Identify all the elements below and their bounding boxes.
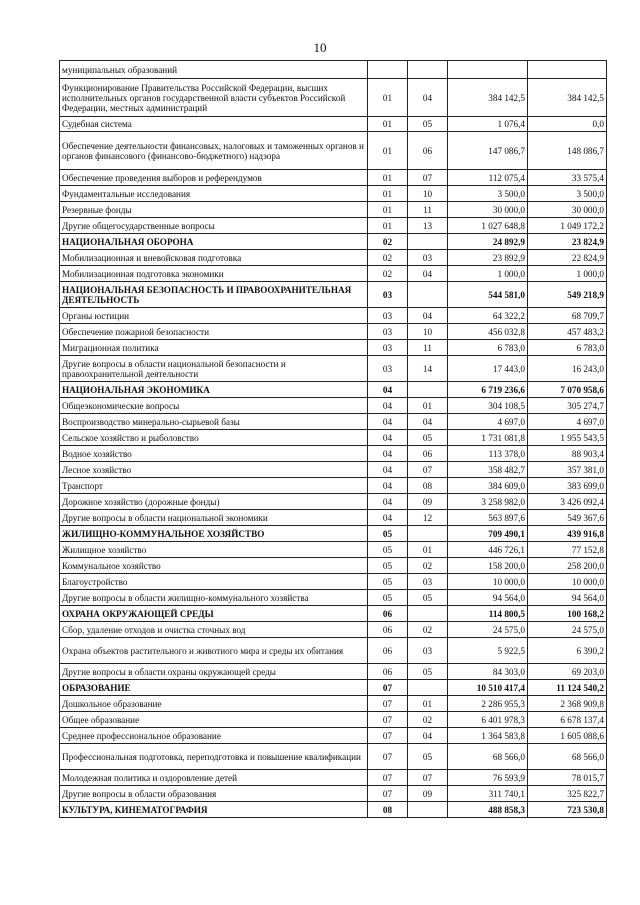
row-amount-2: 10 000,0 <box>528 574 607 590</box>
row-name: Сельское хозяйство и рыболовство <box>60 430 368 446</box>
row-amount-1: 10 510 417,4 <box>448 680 528 696</box>
row-amount-1: 5 922,5 <box>448 638 528 664</box>
row-section-code <box>368 61 408 79</box>
row-subsection-code: 01 <box>408 398 448 414</box>
row-amount-2: 68 709,7 <box>528 308 607 324</box>
table-row <box>60 250 607 266</box>
row-amount-1: 311 740,1 <box>448 786 528 802</box>
row-name: Другие вопросы в области охраны окружающей среды <box>60 664 368 680</box>
row-amount-1: 304 108,5 <box>448 398 528 414</box>
row-name: Мобилизационная подготовка экономики <box>60 266 368 282</box>
row-section-code: 05 <box>368 526 408 542</box>
row-amount-2: 384 142,5 <box>528 79 607 117</box>
row-section-code: 05 <box>368 590 408 606</box>
row-section-code: 01 <box>368 117 408 132</box>
row-subsection-code: 04 <box>408 308 448 324</box>
row-name: Фундаментальные исследования <box>60 186 368 202</box>
row-name: Дошкольное образование <box>60 696 368 712</box>
row-subsection-code: 07 <box>408 462 448 478</box>
row-section-code: 03 <box>368 340 408 356</box>
row-section-code: 04 <box>368 478 408 494</box>
row-name: Другие вопросы в области жилищно-коммунального хозяйства <box>60 590 368 606</box>
row-section-code: 06 <box>368 664 408 680</box>
row-name: Резервные фонды <box>60 202 368 218</box>
row-name: Водное хозяйство <box>60 446 368 462</box>
table-row <box>60 430 607 446</box>
row-section-code: 04 <box>368 510 408 526</box>
row-amount-1: 4 697,0 <box>448 414 528 430</box>
table-row <box>60 170 607 186</box>
row-amount-1: 112 075,4 <box>448 170 528 186</box>
row-name: Дорожное хозяйство (дорожные фонды) <box>60 494 368 510</box>
row-amount-2: 549 218,9 <box>528 282 607 308</box>
row-subsection-code <box>408 680 448 696</box>
row-name: ОБРАЗОВАНИЕ <box>60 680 368 696</box>
row-name: Лесное хозяйство <box>60 462 368 478</box>
row-subsection-code: 01 <box>408 542 448 558</box>
table-row <box>60 494 607 510</box>
table-row <box>60 117 607 132</box>
table-row <box>60 712 607 728</box>
row-name: НАЦИОНАЛЬНАЯ ЭКОНОМИКА <box>60 382 368 398</box>
row-amount-1: 1 000,0 <box>448 266 528 282</box>
table-row <box>60 282 607 308</box>
row-section-code: 07 <box>368 786 408 802</box>
row-amount-2: 258 200,0 <box>528 558 607 574</box>
row-amount-1: 24 575,0 <box>448 622 528 638</box>
row-subsection-code: 04 <box>408 79 448 117</box>
row-name: Обеспечение пожарной безопасности <box>60 324 368 340</box>
table-row <box>60 79 607 117</box>
row-section-code: 04 <box>368 382 408 398</box>
row-name: Другие общегосударственные вопросы <box>60 218 368 234</box>
row-amount-1: 84 303,0 <box>448 664 528 680</box>
row-section-code: 07 <box>368 744 408 770</box>
table-row <box>60 770 607 786</box>
row-section-code: 02 <box>368 250 408 266</box>
row-amount-2: 723 530,8 <box>528 802 607 818</box>
row-amount-2: 325 822,7 <box>528 786 607 802</box>
row-amount-1: 384 609,0 <box>448 478 528 494</box>
row-section-code: 04 <box>368 430 408 446</box>
row-amount-2: 33 575,4 <box>528 170 607 186</box>
row-amount-1: 456 032,8 <box>448 324 528 340</box>
row-name: КУЛЬТУРА, КИНЕМАТОГРАФИЯ <box>60 802 368 818</box>
row-section-code: 07 <box>368 696 408 712</box>
row-name: Другие вопросы в области национальной экономики <box>60 510 368 526</box>
row-subsection-code: 12 <box>408 510 448 526</box>
row-amount-1: 384 142,5 <box>448 79 528 117</box>
table-row <box>60 664 607 680</box>
row-amount-1: 68 566,0 <box>448 744 528 770</box>
row-subsection-code <box>408 606 448 622</box>
row-amount-1: 113 378,0 <box>448 446 528 462</box>
row-amount-1: 2 286 955,3 <box>448 696 528 712</box>
row-section-code: 02 <box>368 266 408 282</box>
row-section-code: 06 <box>368 638 408 664</box>
row-name: Среднее профессиональное образование <box>60 728 368 744</box>
row-amount-1: 64 322,2 <box>448 308 528 324</box>
row-name: НАЦИОНАЛЬНАЯ БЕЗОПАСНОСТЬ И ПРАВООХРАНИТЕЛЬНАЯ ДЕЯТЕЛЬНОСТЬ <box>60 282 368 308</box>
row-name: Обеспечение проведения выборов и референдумов <box>60 170 368 186</box>
row-amount-2: 6 678 137,4 <box>528 712 607 728</box>
row-amount-2: 11 124 540,2 <box>528 680 607 696</box>
row-subsection-code: 04 <box>408 266 448 282</box>
row-subsection-code: 02 <box>408 622 448 638</box>
row-amount-2: 6 390,2 <box>528 638 607 664</box>
table-row <box>60 462 607 478</box>
row-amount-2: 1 605 088,6 <box>528 728 607 744</box>
row-subsection-code: 05 <box>408 430 448 446</box>
row-name: Мобилизационная и вневойсковая подготовка <box>60 250 368 266</box>
table-row <box>60 622 607 638</box>
table-row <box>60 786 607 802</box>
row-amount-1: 30 000,0 <box>448 202 528 218</box>
row-section-code: 01 <box>368 218 408 234</box>
row-amount-2: 1 049 172,2 <box>528 218 607 234</box>
row-section-code: 06 <box>368 606 408 622</box>
row-amount-2: 0,0 <box>528 117 607 132</box>
row-amount-1: 1 076,4 <box>448 117 528 132</box>
row-section-code: 03 <box>368 324 408 340</box>
table-row <box>60 356 607 382</box>
table-row <box>60 696 607 712</box>
row-section-code: 04 <box>368 462 408 478</box>
row-name: Судебная система <box>60 117 368 132</box>
row-amount-2: 3 500,0 <box>528 186 607 202</box>
table-row <box>60 574 607 590</box>
row-amount-2: 68 566,0 <box>528 744 607 770</box>
row-section-code: 04 <box>368 414 408 430</box>
row-subsection-code <box>408 526 448 542</box>
row-section-code: 04 <box>368 398 408 414</box>
table-row <box>60 218 607 234</box>
row-name: Сбор, удаление отходов и очистка сточных вод <box>60 622 368 638</box>
row-amount-1: 563 897,6 <box>448 510 528 526</box>
row-amount-1 <box>448 61 528 79</box>
row-amount-2: 16 243,0 <box>528 356 607 382</box>
row-amount-2: 4 697,0 <box>528 414 607 430</box>
row-amount-2: 1 955 543,5 <box>528 430 607 446</box>
row-amount-2: 457 483,2 <box>528 324 607 340</box>
row-section-code: 07 <box>368 770 408 786</box>
table-row <box>60 340 607 356</box>
row-section-code: 04 <box>368 494 408 510</box>
row-amount-2: 305 274,7 <box>528 398 607 414</box>
row-amount-2: 23 824,9 <box>528 234 607 250</box>
row-amount-2: 2 368 909,8 <box>528 696 607 712</box>
table-row <box>60 590 607 606</box>
row-name: Благоустройство <box>60 574 368 590</box>
row-subsection-code: 10 <box>408 324 448 340</box>
row-amount-1: 114 800,5 <box>448 606 528 622</box>
row-name: Жилищное хозяйство <box>60 542 368 558</box>
row-amount-1: 3 258 982,0 <box>448 494 528 510</box>
table-row <box>60 414 607 430</box>
row-amount-2: 78 015,7 <box>528 770 607 786</box>
row-subsection-code: 13 <box>408 218 448 234</box>
row-name: Коммунальное хозяйство <box>60 558 368 574</box>
row-amount-1: 488 858,3 <box>448 802 528 818</box>
table-row <box>60 446 607 462</box>
table-row <box>60 638 607 664</box>
row-amount-2: 88 903,4 <box>528 446 607 462</box>
table-row <box>60 398 607 414</box>
row-subsection-code: 05 <box>408 590 448 606</box>
row-amount-1: 6 401 978,3 <box>448 712 528 728</box>
row-subsection-code <box>408 282 448 308</box>
row-amount-1: 709 490,1 <box>448 526 528 542</box>
row-section-code: 05 <box>368 542 408 558</box>
row-name: НАЦИОНАЛЬНАЯ ОБОРОНА <box>60 234 368 250</box>
row-amount-1: 1 731 081,8 <box>448 430 528 446</box>
row-section-code: 03 <box>368 308 408 324</box>
row-section-code: 07 <box>368 712 408 728</box>
row-section-code: 01 <box>368 186 408 202</box>
row-amount-1: 358 482,7 <box>448 462 528 478</box>
table-row <box>60 802 607 818</box>
row-subsection-code: 04 <box>408 414 448 430</box>
table-row <box>60 382 607 398</box>
row-subsection-code: 09 <box>408 494 448 510</box>
row-section-code: 02 <box>368 234 408 250</box>
row-name: Другие вопросы в области образования <box>60 786 368 802</box>
row-amount-1: 3 500,0 <box>448 186 528 202</box>
row-name: Охрана объектов растительного и животного мира и среды их обитания <box>60 638 368 664</box>
row-subsection-code: 03 <box>408 574 448 590</box>
table-row <box>60 744 607 770</box>
row-subsection-code <box>408 802 448 818</box>
row-amount-2: 30 000,0 <box>528 202 607 218</box>
row-amount-1: 10 000,0 <box>448 574 528 590</box>
row-section-code: 08 <box>368 802 408 818</box>
row-name: ОХРАНА ОКРУЖАЮЩЕЙ СРЕДЫ <box>60 606 368 622</box>
table-row <box>60 186 607 202</box>
row-section-code: 07 <box>368 680 408 696</box>
row-section-code: 04 <box>368 446 408 462</box>
row-amount-1: 6 783,0 <box>448 340 528 356</box>
row-amount-1: 94 564,0 <box>448 590 528 606</box>
table-row <box>60 324 607 340</box>
row-subsection-code: 10 <box>408 186 448 202</box>
row-subsection-code: 09 <box>408 786 448 802</box>
row-subsection-code: 11 <box>408 340 448 356</box>
row-amount-2 <box>528 61 607 79</box>
row-subsection-code: 08 <box>408 478 448 494</box>
budget-table-body <box>60 61 607 818</box>
row-section-code: 01 <box>368 132 408 170</box>
table-row <box>60 308 607 324</box>
row-name: Обеспечение деятельности финансовых, налоговых и таможенных органов и органов финансового (финансово-бюджетного) надзора <box>60 132 368 170</box>
row-section-code: 01 <box>368 170 408 186</box>
row-section-code: 03 <box>368 282 408 308</box>
row-amount-1: 23 892,9 <box>448 250 528 266</box>
row-amount-1: 1 027 648,8 <box>448 218 528 234</box>
row-amount-2: 77 152,8 <box>528 542 607 558</box>
row-amount-2: 1 000,0 <box>528 266 607 282</box>
row-name: Органы юстиции <box>60 308 368 324</box>
table-row <box>60 526 607 542</box>
row-name: Воспроизводство минерально-сырьевой базы <box>60 414 368 430</box>
row-name: Миграционная политика <box>60 340 368 356</box>
row-section-code: 01 <box>368 79 408 117</box>
table-row <box>60 510 607 526</box>
row-amount-2: 549 367,6 <box>528 510 607 526</box>
row-section-code: 01 <box>368 202 408 218</box>
row-section-code: 05 <box>368 558 408 574</box>
row-subsection-code: 06 <box>408 132 448 170</box>
row-subsection-code: 03 <box>408 250 448 266</box>
row-amount-2: 69 203,0 <box>528 664 607 680</box>
table-row <box>60 234 607 250</box>
row-subsection-code: 11 <box>408 202 448 218</box>
row-amount-2: 22 824,9 <box>528 250 607 266</box>
row-amount-2: 357 381,0 <box>528 462 607 478</box>
table-row <box>60 542 607 558</box>
row-subsection-code: 14 <box>408 356 448 382</box>
row-name: Транспорт <box>60 478 368 494</box>
row-amount-2: 6 783,0 <box>528 340 607 356</box>
page-number: 10 <box>313 40 327 55</box>
row-amount-2: 24 575,0 <box>528 622 607 638</box>
row-name: Функционирование Правительства Российской Федерации, высших исполнительных органов государственной власти субъектов Российской Федерации, местных администраций <box>60 79 368 117</box>
row-subsection-code <box>408 234 448 250</box>
row-section-code: 03 <box>368 356 408 382</box>
row-subsection-code: 02 <box>408 558 448 574</box>
row-name: Общее образование <box>60 712 368 728</box>
table-row <box>60 558 607 574</box>
table-row <box>60 61 607 79</box>
table-row <box>60 266 607 282</box>
row-name: ЖИЛИЩНО-КОММУНАЛЬНОЕ ХОЗЯЙСТВО <box>60 526 368 542</box>
table-row <box>60 606 607 622</box>
row-section-code: 07 <box>368 728 408 744</box>
row-subsection-code: 03 <box>408 638 448 664</box>
row-subsection-code: 05 <box>408 117 448 132</box>
row-subsection-code: 04 <box>408 728 448 744</box>
table-row <box>60 202 607 218</box>
row-name: муниципальных образований <box>60 61 368 79</box>
row-amount-1: 17 443,0 <box>448 356 528 382</box>
row-name: Общеэкономические вопросы <box>60 398 368 414</box>
row-subsection-code: 07 <box>408 170 448 186</box>
row-name: Другие вопросы в области национальной безопасности и правоохранительной деятельности <box>60 356 368 382</box>
table-row <box>60 132 607 170</box>
row-name: Профессиональная подготовка, переподготовка и повышение квалификации <box>60 744 368 770</box>
row-amount-1: 544 581,0 <box>448 282 528 308</box>
row-amount-1: 1 364 583,8 <box>448 728 528 744</box>
row-section-code: 06 <box>368 622 408 638</box>
row-amount-2: 383 699,0 <box>528 478 607 494</box>
row-amount-2: 3 426 092,4 <box>528 494 607 510</box>
row-subsection-code: 02 <box>408 712 448 728</box>
row-name: Молодежная политика и оздоровление детей <box>60 770 368 786</box>
row-subsection-code: 07 <box>408 770 448 786</box>
row-section-code: 05 <box>368 574 408 590</box>
budget-table <box>59 60 607 818</box>
row-subsection-code: 06 <box>408 446 448 462</box>
row-amount-1: 76 593,9 <box>448 770 528 786</box>
row-subsection-code: 05 <box>408 744 448 770</box>
row-amount-1: 6 719 236,6 <box>448 382 528 398</box>
row-subsection-code <box>408 382 448 398</box>
table-row <box>60 680 607 696</box>
table-row <box>60 478 607 494</box>
row-subsection-code <box>408 61 448 79</box>
row-amount-2: 94 564,0 <box>528 590 607 606</box>
row-amount-1: 24 892,9 <box>448 234 528 250</box>
row-amount-1: 147 086,7 <box>448 132 528 170</box>
row-amount-2: 7 070 958,6 <box>528 382 607 398</box>
row-subsection-code: 01 <box>408 696 448 712</box>
row-amount-1: 158 200,0 <box>448 558 528 574</box>
row-amount-1: 446 726,1 <box>448 542 528 558</box>
row-amount-2: 439 916,8 <box>528 526 607 542</box>
table-row <box>60 728 607 744</box>
row-amount-2: 100 168,2 <box>528 606 607 622</box>
row-amount-2: 148 086,7 <box>528 132 607 170</box>
row-subsection-code: 05 <box>408 664 448 680</box>
